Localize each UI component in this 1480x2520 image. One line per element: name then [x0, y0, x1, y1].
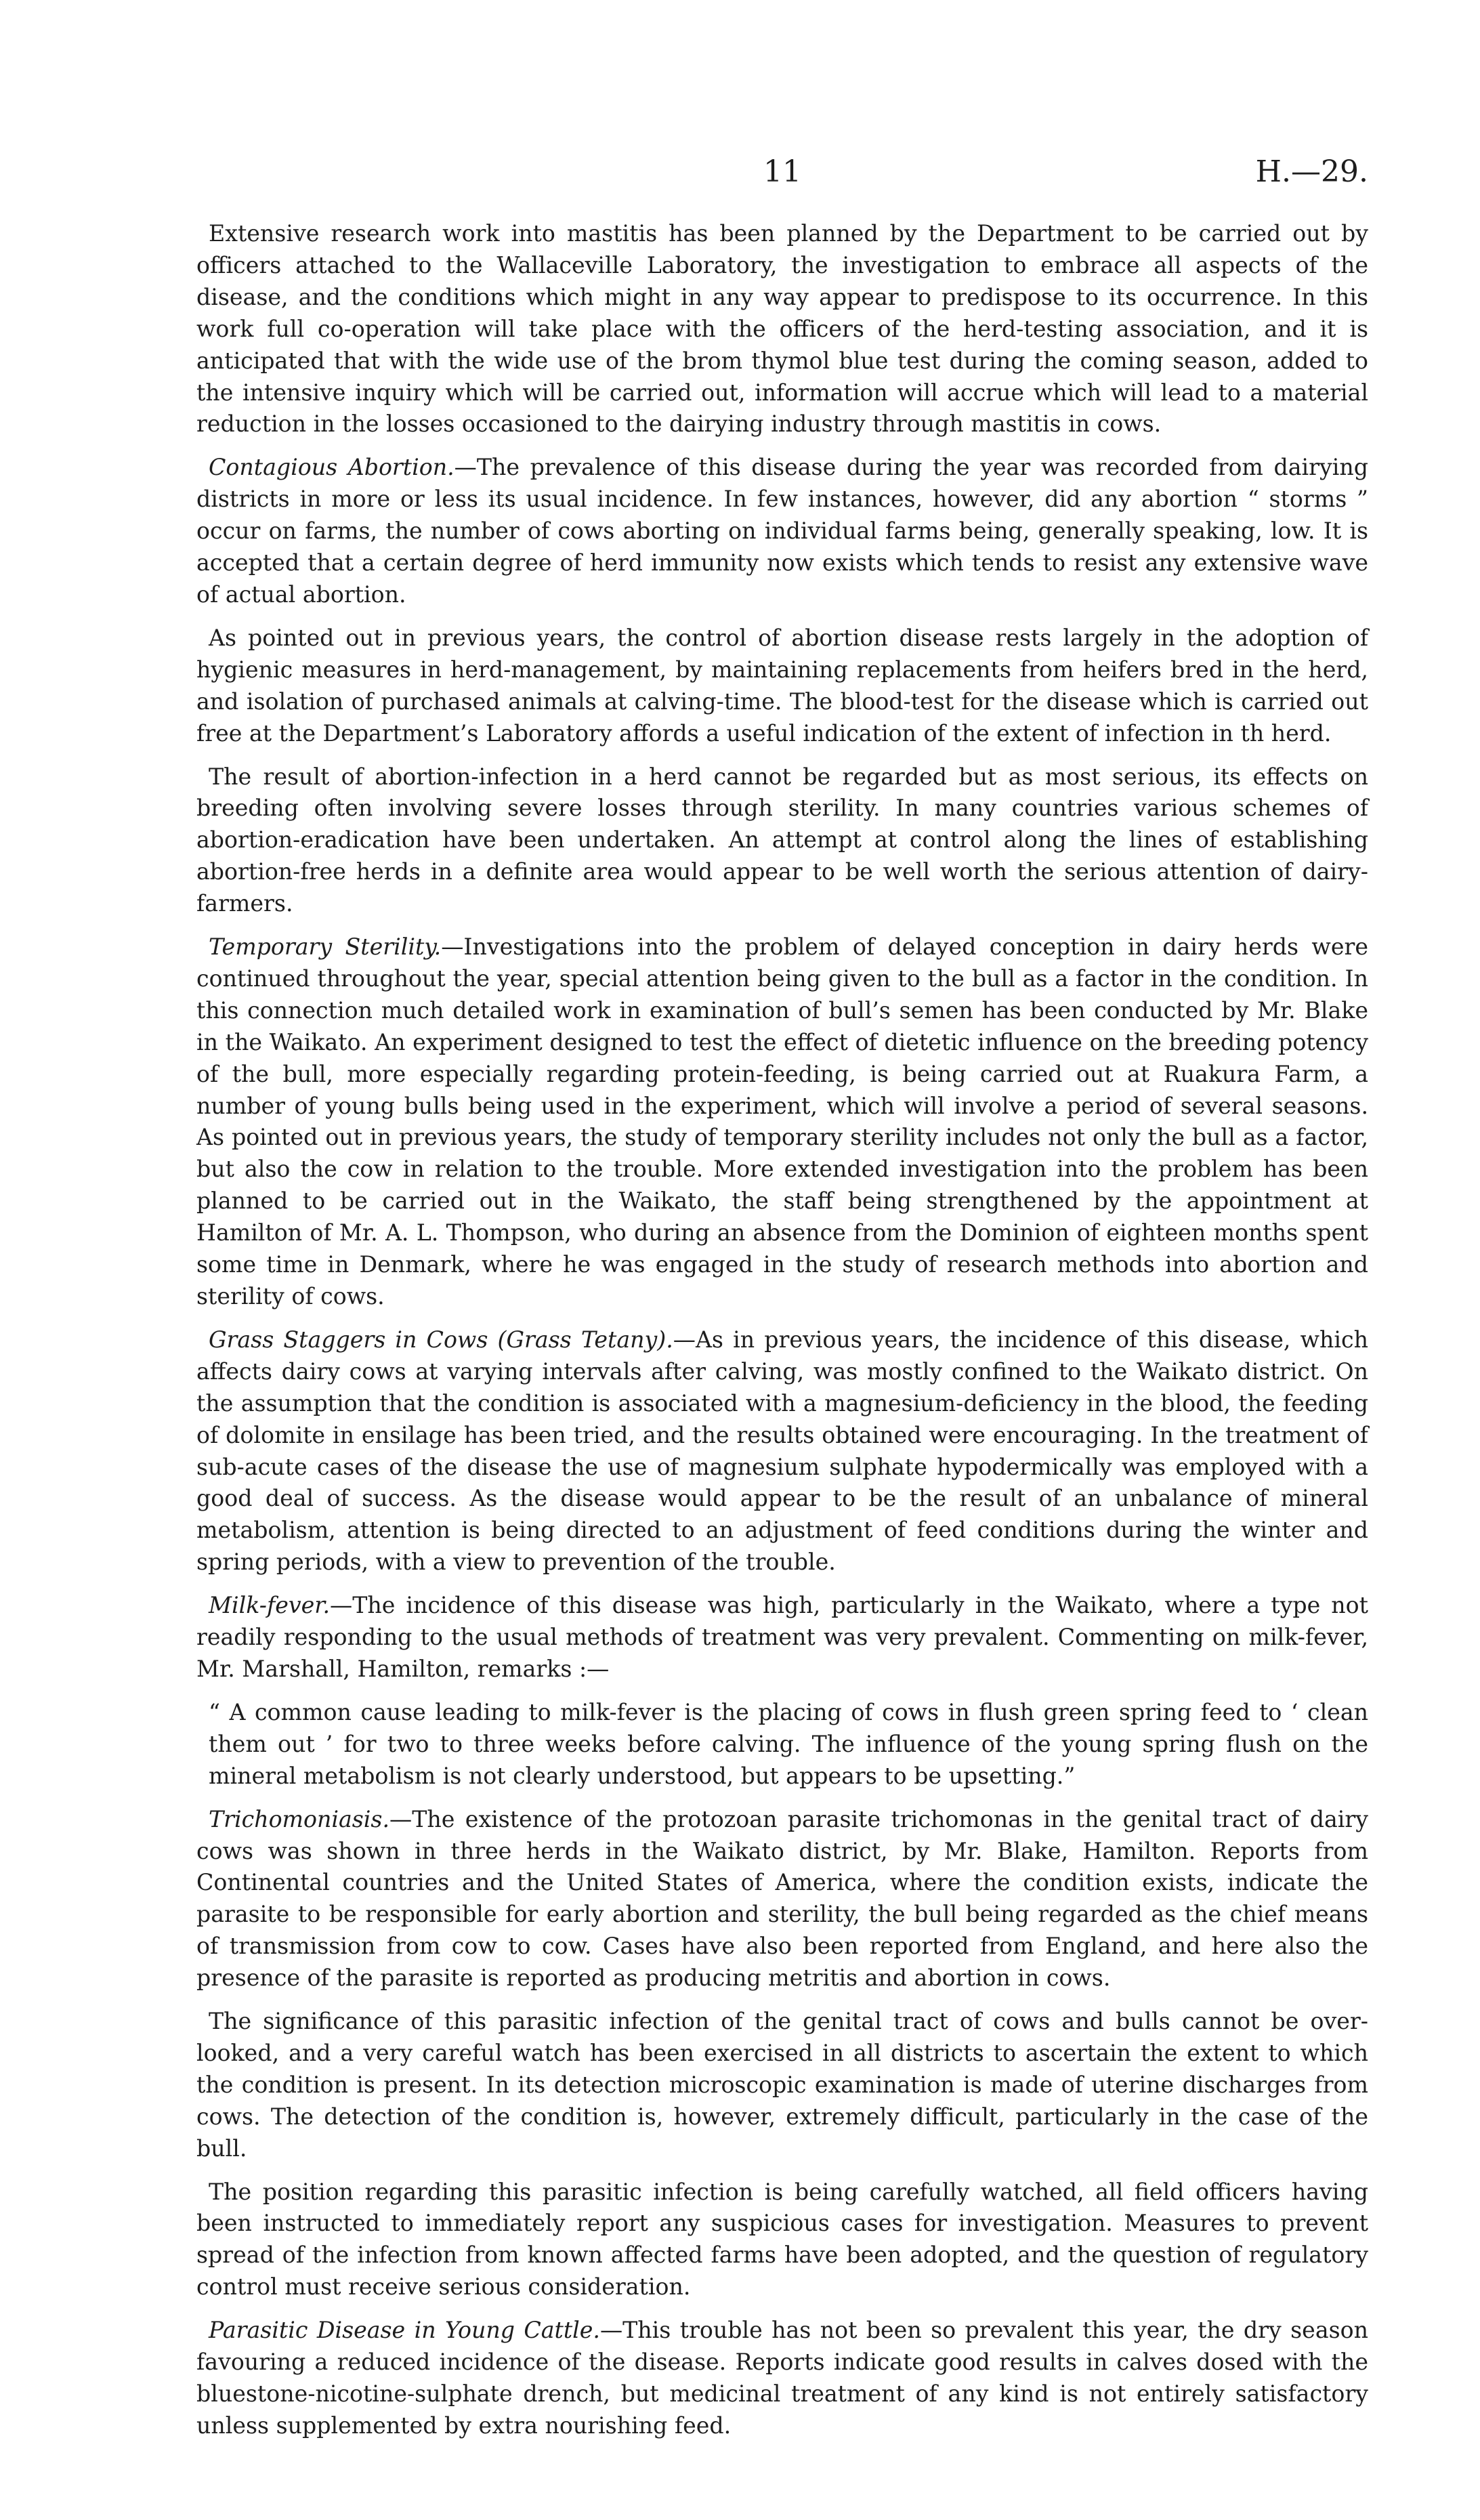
paragraph-milk-fever: Milk-fever.—The incidence of this disease was high, particularly in the Waikato, where a type not readily responding to the usual methods of treatment was very prevalent. Commenting on milk-fever, Mr. Marshall, Hamilton, remarks :— — [196, 1592, 1368, 1682]
paragraph-text: The existence of the protozoan parasite trichomonas in the genital tract of dairy cows was shown in three herds in the Waikato district, by Mr. Blake, Hamilton. Reports from Continental countries and the United States of America, where the condition exists, indicate the parasite to be responsible for early abortion and sterility, the bull being regarded as the chief means of transmission from cow to cow. Cases have also been reported from England, and here also the presence of the parasite is reported as producing metritis and abortion in cows. — [196, 1805, 1368, 1992]
paragraph-text: As in previous years, the incidence of this disease, which affects dairy cows at varying intervals after calving, was mostly confined to the Waikato district. On the assumption that the condition is associated with a magnesium-deficiency in the blood, the feeding of dolomite in ensilage has been tried, and the results obtained were encouraging. In the treatment of sub-acute cases of the disease the use of magnesium sulphate hypodermically was employed with a good deal of success. As the disease would appear to be the result of an unbalance of mineral metabolism, attention is being directed to an adjustment of feed conditions during the winter and spring periods, with a view to prevention of the trouble. — [196, 1326, 1368, 1576]
paragraph-parasitic-significance — [196, 2006, 1368, 2165]
paragraph-grass-staggers: Grass Staggers in Cows (Grass Tetany).—As in previous years, the incidence of this disease, which affects dairy cows at varying intervals after calving, was mostly confined to the Waikato district. On the assumption that the condition is associated with a magnesium-deficiency in the blood, the feeding of dolomite in ensilage has been tried, and the results obtained were encouraging. In the treatment of sub-acute cases of the disease the use of magnesium sulphate hypodermically was employed with a good deal of success. As the disease would appear to be the result of an unbalance of mineral metabolism, attention is being directed to an adjustment of feed conditions during the winter and spring periods, with a view to prevention of the trouble. — [196, 1326, 1368, 1576]
paragraph-text: This trouble has not been so prevalent this year, the dry season favouring a reduced incidence of the disease. Reports indicate good results in calves dosed with the bluestone-nicotine-sulphate drench, but medicinal treatment of any kind is not entirely satisfactory unless supplemented by extra nourishing feed. — [196, 2317, 1368, 2439]
paragraph-trichomoniasis: Trichomoniasis.—The existence of the protozoan parasite trichomonas in the genital tract of dairy cows was shown in three herds in the Waikato district, by Mr. Blake, Hamilton. Reports from Continental countries and the United States of America, where the condition exists, indicate the parasite to be responsible for early abortion and sterility, the bull being regarded as the chief means of transmission from cow to cow. Cases have also been reported from England, and here also the presence of the parasite is reported as producing metritis and abortion in cows. — [196, 1805, 1368, 1992]
paragraph-text: Investigations into the problem of delayed conception in dairy herds were continued throughout the year, special attention being given to the bull as a factor in the condition. In this connection much detailed work in examination of bull’s semen has been conducted by Mr. Blake in the Waikato. An experiment designed to test the effect of dietetic influence on the breeding potency of the bull, more especially regarding protein-feeding, is being carried out at Ruakura Farm, a number of young bulls being used in the experiment, which will involve a period of several seasons. As pointed out in previous years, the study of temporary sterility includes not only the bull as a factor, but also the cow in relation to the trouble. More extended investigation into the problem has been planned to be carried out in the Waikato, the staff being strengthened by the appointment at Hamilton of Mr. A. L. Thompson, who during an absence from the Dominion of eighteen months spent some time in Denmark, where he was engaged in the study of research methods into abortion and sterility of cows. — [196, 933, 1368, 1309]
paragraph-parasitic-young-cattle: Parasitic Disease in Young Cattle.—This trouble has not been so prevalent this year, the dry season favouring a reduced incidence of the disease. Reports indicate good results in calves dosed with the bluestone-nicotine-sulphate drench, but medicinal treatment of any kind is not entirely satisfactory unless supplemented by extra nourishing feed. — [196, 2317, 1368, 2439]
paragraph-text: Extensive research work into mastitis has been planned by the Department to be carried out by officers attached to the Wallaceville Laboratory, the investigation to embrace all aspects of the disease, and the conditions which might in any way appear to predispose to its occurrence. In this work full co-operation will take place with the officers of the herd-testing association, and it is anticipated that with the wide use of the brom thymol blue test during the coming season, added to the intensive inquiry which will be carried out, information will accrue which will lead to a material reduction in the losses occasioned to the dairying industry through mastitis in cows. — [196, 220, 1368, 438]
paragraph-text: As pointed out in previous years, the control of abortion disease rests largely in the adoption of hygienic measures in herd-management, by maintaining replacements from heifers bred in the herd, and isolation of purchased animals at calving-time. The blood-test for the disease which is carried out free at the Department’s Laboratory affords a useful indication of the extent of infection in th herd. — [196, 624, 1368, 747]
paragraph-text: The result of abortion-infection in a herd cannot be regarded but as most serious, its effects on breeding often involving severe losses through sterility. In many countries various schemes of abortion-eradication have been undertaken. An attempt at control along the lines of establishing abortion-free herds in a definite area would appear to be well worth the serious attention of dairy-farmers. — [196, 763, 1368, 917]
paragraph-text: The position regarding this parasitic infection is being carefully watched, all field officers having been instructed to immediately report any suspicious cases for investigation. Measures to prevent spread of the infection from known affected farms have been adopted, and the question of regulatory control must receive serious consideration. — [196, 2178, 1368, 2301]
section-heading-temporary-sterility: Temporary Sterility. — [209, 933, 442, 961]
paragraph-parasitic-position — [196, 2177, 1368, 2304]
page-number: 11 — [763, 154, 801, 189]
section-heading-milk-fever: Milk-fever. — [209, 1592, 331, 1619]
section-heading-parasitic-young-cattle: Parasitic Disease in Young Cattle. — [209, 2317, 600, 2344]
page-header — [196, 154, 1368, 195]
section-heading-trichomoniasis: Trichomoniasis. — [209, 1805, 390, 1832]
section-heading-grass-staggers: Grass Staggers in Cows (Grass Tetany). — [209, 1326, 673, 1353]
body-text — [196, 218, 1368, 2454]
paragraph-temporary-sterility: Temporary Sterility.—Investigations into the problem of delayed conception in dairy herds were continued throughout the year, special attention being given to the bull as a factor in the condition. In this connection much detailed work in examination of bull’s semen has been conducted by Mr. Blake in the Waikato. An experiment designed to test the effect of dietetic influence on the breeding potency of the bull, more especially regarding protein-feeding, is being carried out at Ruakura Farm, a number of young bulls being used in the experiment, which will involve a period of several seasons. As pointed out in previous years, the study of temporary sterility includes not only the bull as a factor, but also the cow in relation to the trouble. More extended investigation into the problem has been planned to be carried out in the Waikato, the staff being strengthened by the appointment at Hamilton of Mr. A. L. Thompson, who during an absence from the Dominion of eighteen months spent some time in Denmark, where he was engaged in the study of research methods into abortion and sterility of cows. — [196, 933, 1368, 1309]
section-heading-contagious-abortion: Contagious Abortion. — [209, 454, 454, 481]
paragraph-milk-fever-quote — [196, 1697, 1368, 1792]
paragraph-text: The prevalence of this disease during the year was recorded from dairying districts in more or less its usual incidence. In few instances, however, did any abortion “ storms ” occur on farms, the number of cows aborting on individual farms being, generally speaking, low. It is accepted that a certain degree of herd immunity now exists which tends to resist any extensive wave of actual abortion. — [196, 454, 1369, 608]
paragraph-contagious-abortion: Contagious Abortion.—The prevalence of this disease during the year was recorded from dairying districts in more or less its usual incidence. In few instances, however, did any abortion “ storms ” occur on farms, the number of cows aborting on individual farms being, generally speaking, low. It is accepted that a certain degree of herd immunity now exists which tends to resist any extensive wave of actual abortion. — [196, 454, 1369, 608]
paragraph-text: The incidence of this disease was high, particularly in the Waikato, where a type not readily responding to the usual methods of treatment was very prevalent. Commenting on milk-fever, Mr. Marshall, Hamilton, remarks :— — [196, 1592, 1368, 1682]
paragraph-abortion-control — [196, 623, 1368, 750]
paragraph-mastitis-research — [196, 218, 1368, 440]
paragraph-abortion-infection — [196, 761, 1368, 921]
paragraph-text: The significance of this parasitic infection of the genital tract of cows and bulls cannot be over-looked, and a very careful watch has been exercised in all districts to ascertain the extent to which the condition is present. In its detection microscopic examination is made of uterine discharges from cows. The detection of the condition is, however, extremely difficult, particularly in the case of the bull. — [196, 2008, 1368, 2162]
block-quote: “ A common cause leading to milk-fever is the placing of cows in flush green spring feed to ‘ clean them out ’ for two to three weeks before calving. The influence of the young spring flush on the mineral metabolism is not clearly understood, but appears to be upsetting.” — [209, 1698, 1368, 1789]
report-reference: H.—29. — [1255, 154, 1368, 189]
